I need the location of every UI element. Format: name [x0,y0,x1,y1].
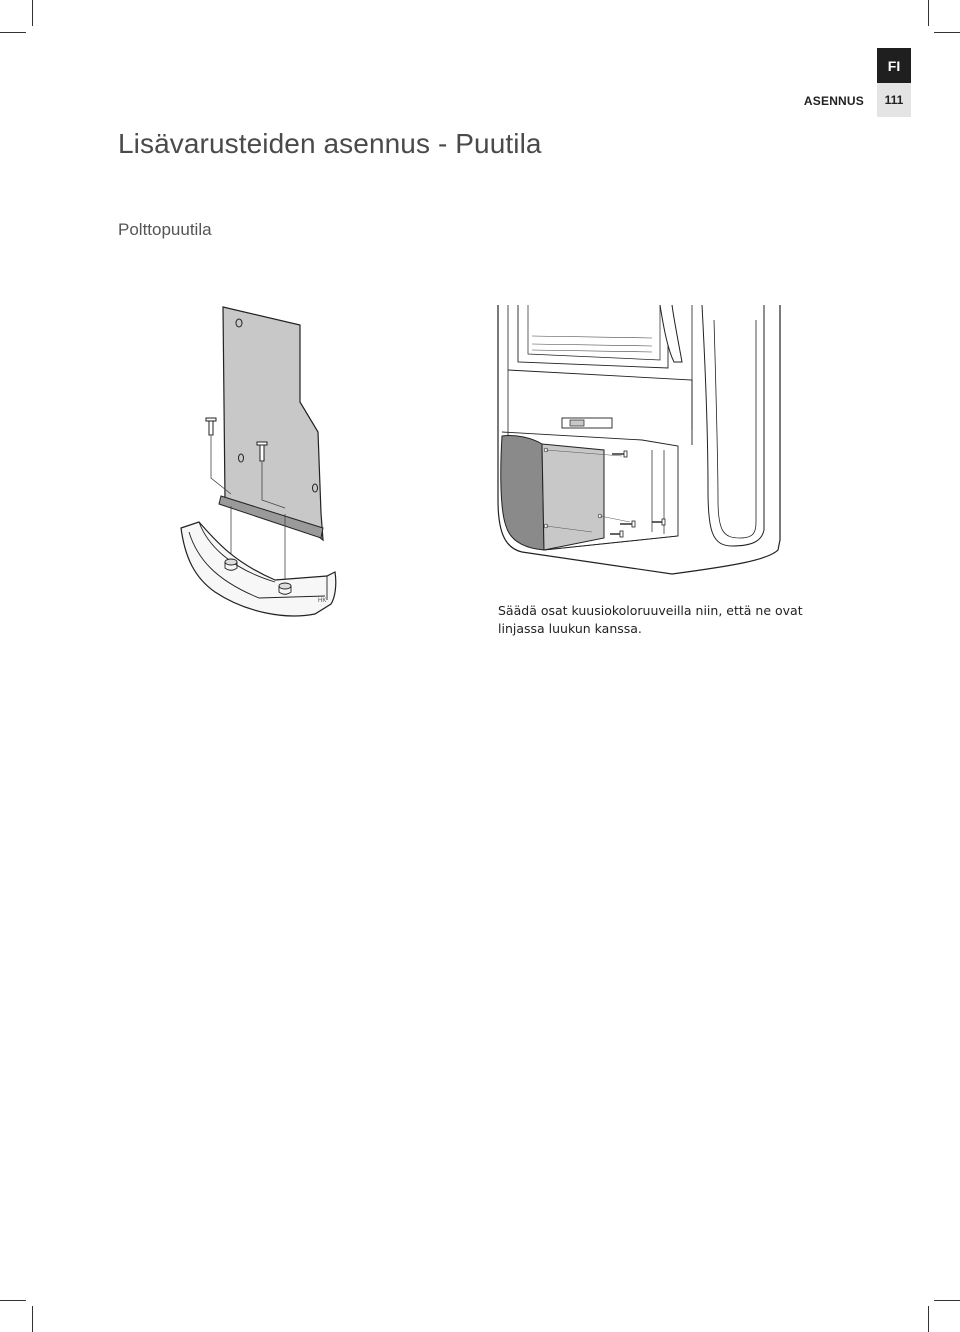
wood-storage-panel-exploded-illustration [175,300,345,630]
screw-icon [206,418,216,435]
crop-mark-bottom-right [928,1306,929,1332]
illustration-label: HK [318,598,327,604]
crop-mark-top-left [32,0,33,26]
crop-mark-top-right-h [934,32,960,33]
crop-mark-bottom-left [32,1306,33,1332]
section-label: ASENNUS [803,94,864,108]
page-number: 111 [877,83,911,117]
crop-mark-top-left-h [0,32,26,33]
crop-mark-bottom-left-h [0,1300,26,1301]
section-subtitle: Polttopuutila [118,220,212,239]
crop-mark-bottom-right-h [934,1300,960,1301]
crop-mark-top-right [928,0,929,26]
stove-wood-storage-installed-illustration [492,300,792,585]
instruction-caption: Säädä osat kuusiokoloruuveilla niin, että ne ovat linjassa luukun kanssa. [498,603,803,636]
page-title: Lisävarusteiden asennus - Puutila [118,128,542,159]
language-tab: FI [877,48,911,83]
